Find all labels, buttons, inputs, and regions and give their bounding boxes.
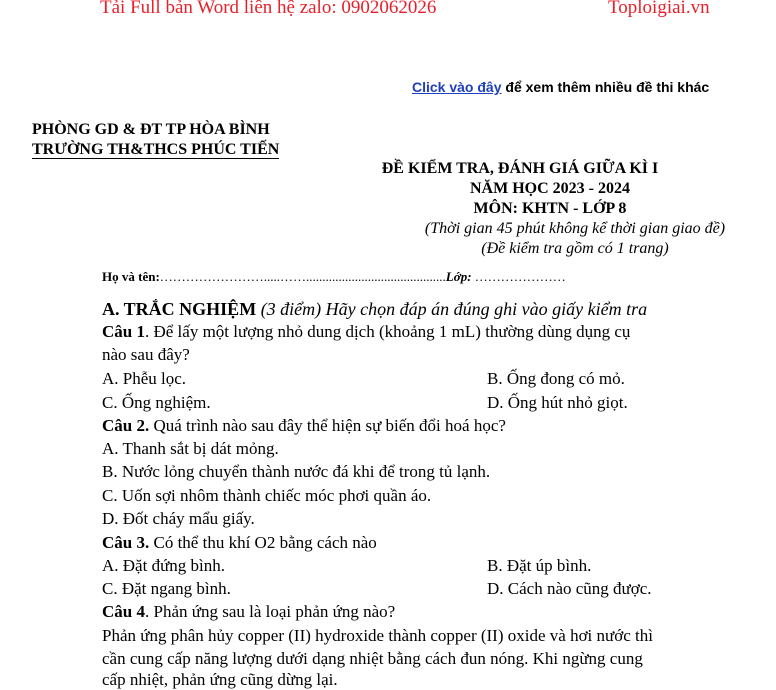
exam-time: (Thời gian 45 phút không kể thời gian giao đề) xyxy=(424,220,726,237)
class-label: Lớp: xyxy=(445,269,475,284)
exam-title: ĐỀ KIỂM TRA, ĐÁNH GIÁ GIỮA KÌ I xyxy=(381,160,659,177)
more-exams-link[interactable]: Click vào đây xyxy=(412,79,502,95)
q2-option-d: D. Đốt cháy mẩu giấy. xyxy=(102,509,255,528)
exam-subject: MÔN: KHTN - LỚP 8 xyxy=(473,200,627,217)
q2-option-c: C. Uốn sợi nhôm thành chiếc móc phơi quần áo. xyxy=(102,486,432,505)
q1-option-a: A. Phễu lọc. xyxy=(102,369,187,388)
question-4-para-3: cấp nhiệt, phản ứng cũng dừng lại. xyxy=(102,670,338,689)
question-4 xyxy=(102,602,395,622)
question-3-text: Có thể thu khí O2 bằng cách nào xyxy=(149,533,377,552)
question-4-text: . Phản ứng sau là loại phản ứng nào? xyxy=(144,602,396,621)
question-3-label: Câu 3. xyxy=(102,533,150,552)
name-label: Họ và tên: xyxy=(102,269,160,284)
q2-option-b: B. Nước lỏng chuyển thành nước đá khi để trong tủ lạnh. xyxy=(102,462,491,481)
class-dots: ………………… xyxy=(474,269,566,284)
question-1 xyxy=(102,322,630,342)
q1-option-c: C. Ống nghiệm. xyxy=(102,393,211,412)
q3-option-b: B. Đặt úp bình. xyxy=(487,556,592,575)
exam-year: NĂM HỌC 2023 - 2024 xyxy=(470,180,630,197)
student-info-line xyxy=(102,269,566,285)
question-1-text: . Để lấy một lượng nhỏ dung dịch (khoảng 1 mL) thường dùng dụng cụ xyxy=(144,322,631,341)
more-exams-line xyxy=(412,79,709,95)
exam-pages: (Đề kiểm tra gồm có 1 trang) xyxy=(481,240,669,257)
question-4-para-2: cần cung cấp năng lượng dưới dạng nhiệt bằng cách đun nóng. Khi ngừng cung xyxy=(102,649,643,668)
question-1-cont: nào sau đây? xyxy=(102,345,190,364)
name-dots: …………………….....……........................................... xyxy=(159,269,446,284)
q1-option-b: B. Ống đong có mỏ. xyxy=(487,369,625,388)
q3-option-d: D. Cách nào cũng được. xyxy=(487,579,652,598)
section-a-note: (3 điểm) Hãy chọn đáp án đúng ghi vào giấy kiểm tra xyxy=(256,299,648,319)
q1-option-d: D. Ống hút nhỏ giọt. xyxy=(487,393,628,412)
question-2-label: Câu 2. xyxy=(102,416,150,435)
more-exams-rest: để xem thêm nhiều đề thi khác xyxy=(501,79,710,95)
question-2-text: Quá trình nào sau đây thể hiện sự biến đổi hoá học? xyxy=(149,416,506,435)
department-name: PHÒNG GD & ĐT TP HÒA BÌNH xyxy=(32,121,270,138)
q3-option-c: C. Đặt ngang bình. xyxy=(102,579,231,598)
question-1-label: Câu 1 xyxy=(102,322,145,341)
school-name xyxy=(32,141,279,159)
question-4-para-1: Phản ứng phân hủy copper (II) hydroxide thành copper (II) oxide và hơi nước thì xyxy=(102,626,653,645)
zalo-banner-text[interactable]: Tải Full bản Word liên hệ zalo: 0902062026 xyxy=(100,0,437,18)
question-4-label: Câu 4 xyxy=(102,602,145,621)
question-3 xyxy=(102,533,377,553)
site-banner-text[interactable]: Toploigiai.vn xyxy=(608,0,710,18)
q3-option-a: A. Đặt đứng bình. xyxy=(102,556,226,575)
school-name-text: TRƯỜNG TH&THCS PHÚC TIẾN xyxy=(32,141,280,158)
section-a-heading xyxy=(102,299,647,320)
question-2 xyxy=(102,416,506,436)
q2-option-a: A. Thanh sắt bị dát mỏng. xyxy=(102,439,279,458)
section-a-title: A. TRẮC NGHIỆM xyxy=(102,299,257,319)
